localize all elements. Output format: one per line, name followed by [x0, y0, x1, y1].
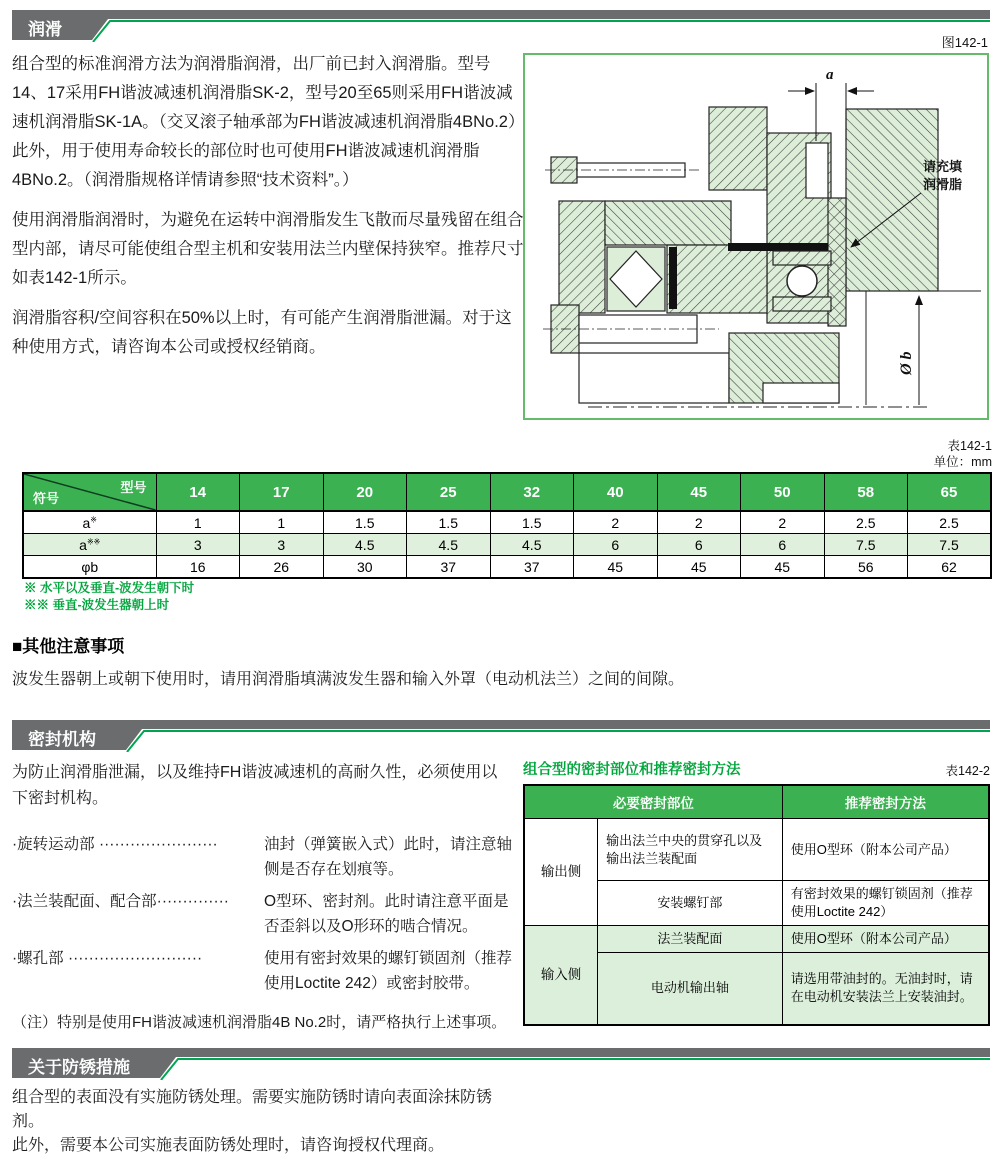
table1-col-header: 50 — [741, 473, 825, 511]
grease-note-line2: 润滑脂 — [923, 177, 963, 192]
ribbon-graphic-rust — [12, 1046, 990, 1080]
corner-label-symbol: 符号 — [33, 491, 60, 506]
table-cell: 26 — [240, 556, 324, 579]
table2-title: 组合型的密封部位和推荐密封方法 — [523, 762, 741, 778]
table-cell: 56 — [824, 556, 908, 579]
cross-section-drawing — [523, 53, 990, 421]
sealing-item-desc: 油封（弹簧嵌入式）此时，请注意轴侧是否存在划痕等。 — [264, 836, 513, 878]
table2-method: 请选用带油封的。无油封时，请在电动机安装法兰上安装油封。 — [782, 953, 989, 1025]
table-cell: 1.5 — [323, 511, 407, 534]
table-cell: 6 — [574, 534, 658, 556]
table2-header-row — [524, 785, 989, 819]
table-cell: 30 — [323, 556, 407, 579]
table1-header-row — [23, 473, 991, 511]
table2-method: 使用O型环（附本公司产品） — [782, 819, 989, 881]
sealing-item-flange — [12, 889, 522, 939]
table-142-2-block — [523, 758, 990, 1026]
other-notes-block — [12, 632, 990, 689]
dim-a-label: a — [826, 67, 834, 83]
table-cell: 62 — [908, 556, 992, 579]
table-cell: 2.5 — [908, 511, 992, 534]
table-cell: 37 — [407, 556, 491, 579]
table2-side-output: 输出侧 — [524, 819, 598, 926]
table2-part: 安装螺钉部 — [598, 881, 783, 926]
table-cell: 1.5 — [407, 511, 491, 534]
sealing-item-term: ·螺孔部 ·························· — [12, 950, 203, 967]
dim-b-label: Ø b — [898, 351, 915, 375]
sealing-intro: 为防止润滑脂泄漏，以及维持FH谐波减速机的高耐久性，必须使用以下密封机构。 — [12, 764, 498, 807]
other-notes-body: 波发生器朝上或朝下使用时，请用润滑脂填满波发生器和输入外罩（电动机法兰）之间的间隙。 — [12, 671, 685, 688]
sealing-item-screw — [12, 946, 522, 996]
ribbon-accent-line — [161, 1059, 990, 1080]
sealing-note: （注）特别是使用FH谐波减速机润滑脂4B No.2时，请严格执行上述事项。 — [12, 1014, 507, 1031]
table2-method: 有密封效果的螺钉锁固剂（推荐使用Loctite 242） — [782, 881, 989, 926]
table-cell: 1 — [156, 511, 240, 534]
lubrication-paragraph-1: 组合型的标准润滑方法为润滑脂润滑，出厂前已封入润滑脂。型号14、17采用FH谐波减速机润滑脂SK-2，型号20至65则采用FH谐波减速机润滑脂SK-1A。（交叉滚子轴承部为FH谐波减速机润滑脂4BNo.2）此外，用于使用寿命较长的部位时也可使用FH谐波减速机润滑脂4BNo.2。（润滑脂规格详情请参照“技术资料”。） — [12, 55, 517, 189]
table1-row-a1 — [23, 511, 991, 534]
rust-paragraph-1: 组合型的表面没有实施防锈处理。需要实施防锈时请向表面涂抹防锈剂。 — [12, 1089, 493, 1130]
sealing-item-desc: O型环、密封剂。此时请注意平面是否歪斜以及O形环的啮合情况。 — [264, 893, 509, 935]
table1-footnotes — [24, 580, 194, 614]
table2-header-method: 推荐密封方法 — [782, 785, 989, 819]
table-142-1 — [22, 472, 992, 579]
lubrication-text-block — [12, 50, 524, 373]
sealing-item-desc: 使用有密封效果的螺钉锁固剂（推荐使用Loctite 242）或密封胶带。 — [264, 950, 513, 992]
section-title-rust: 关于防锈措施 — [28, 1058, 130, 1077]
table1-col-header: 40 — [574, 473, 658, 511]
table-cell: 2 — [657, 511, 741, 534]
ribbon-accent-line — [127, 731, 990, 752]
table2-label: 表142-2 — [945, 764, 990, 778]
rust-paragraph-2: 此外，需要本公司实施表面防锈处理时，请咨询授权代理商。 — [12, 1137, 445, 1154]
table-cell: 2.5 — [824, 511, 908, 534]
section-title-sealing: 密封机构 — [28, 730, 96, 749]
table2-part: 输出法兰中央的贯穿孔以及输出法兰装配面 — [598, 819, 783, 881]
table1-col-header: 58 — [824, 473, 908, 511]
table2-side-input: 输入侧 — [524, 926, 598, 1025]
table1-col-header: 32 — [490, 473, 574, 511]
table2-caption — [523, 758, 990, 779]
rust-text-block — [12, 1086, 517, 1158]
table2-row — [524, 926, 989, 953]
table-cell: 1 — [240, 511, 324, 534]
row-label: a※ — [23, 511, 156, 534]
figure-label: 图142-1 — [941, 35, 988, 50]
figure-142-1 — [523, 32, 990, 421]
table-cell: 2 — [574, 511, 658, 534]
table1-col-header: 14 — [156, 473, 240, 511]
table1-row-phib — [23, 556, 991, 579]
table1-col-header: 20 — [323, 473, 407, 511]
table2-part: 电动机输出轴 — [598, 953, 783, 1025]
table-cell: 37 — [490, 556, 574, 579]
table1-col-header: 25 — [407, 473, 491, 511]
table2-method: 使用O型环（附本公司产品） — [782, 926, 989, 953]
table-cell: 4.5 — [407, 534, 491, 556]
sealing-item-term: ·旋转运动部 ······················· — [12, 836, 218, 853]
section-header-rust — [12, 1046, 990, 1080]
table2-part: 法兰装配面 — [598, 926, 783, 953]
ribbon-shape — [12, 720, 990, 750]
footnote-1: ※ 水平以及垂直-波发生朝下时 — [24, 581, 195, 595]
table1-caption — [934, 438, 992, 470]
table-cell: 2 — [741, 511, 825, 534]
footnote-2: ※※ 垂直-波发生器朝上时 — [24, 598, 170, 612]
sealing-text-block — [12, 760, 522, 1032]
table-cell: 3 — [156, 534, 240, 556]
table-cell: 45 — [741, 556, 825, 579]
row-label: a※※ — [23, 534, 156, 556]
table2-header-part: 必要密封部位 — [524, 785, 782, 819]
table-cell: 3 — [240, 534, 324, 556]
table-cell: 45 — [657, 556, 741, 579]
table-cell: 7.5 — [824, 534, 908, 556]
table1-col-header: 17 — [240, 473, 324, 511]
row-label: φb — [23, 556, 156, 579]
table1-corner-cell — [23, 473, 156, 511]
sealing-item-rotary — [12, 832, 522, 882]
table1-row-a2 — [23, 534, 991, 556]
figure-box — [523, 53, 990, 421]
table-cell: 45 — [574, 556, 658, 579]
table1-col-header: 65 — [908, 473, 992, 511]
table-cell: 16 — [156, 556, 240, 579]
table-142-2 — [523, 784, 990, 1026]
table-cell: 1.5 — [490, 511, 574, 534]
table1-col-header: 45 — [657, 473, 741, 511]
table1-label: 表142-1 — [947, 439, 992, 453]
table1-unit: 单位：mm — [933, 455, 992, 469]
table-cell: 6 — [741, 534, 825, 556]
table-cell: 6 — [657, 534, 741, 556]
lubrication-paragraph-3: 润滑脂容积/空间容积在50%以上时，有可能产生润滑脂泄漏。对于这种使用方式，请咨询本公司或授权经销商。 — [12, 309, 512, 356]
grease-note-line1: 请充填 — [923, 159, 963, 174]
other-notes-title: ■其他注意事项 — [12, 637, 125, 656]
table-cell: 4.5 — [490, 534, 574, 556]
ribbon-graphic-sealing — [12, 718, 990, 752]
ribbon-shape — [12, 1048, 990, 1078]
table2-row — [524, 819, 989, 881]
section-header-sealing — [12, 718, 990, 752]
corner-label-model: 型号 — [120, 480, 147, 495]
table-cell: 4.5 — [323, 534, 407, 556]
section-title-lubrication: 润滑 — [28, 20, 62, 39]
sealing-item-term: ·法兰装配面、配合部·············· — [12, 893, 229, 910]
lubrication-paragraph-2: 使用润滑脂润滑时，为避免在运转中润滑脂发生飞散而尽量残留在组合型内部，请尽可能使组合型主机和安装用法兰内壁保持狭窄。推荐尺寸如表142-1所示。 — [12, 211, 524, 287]
table-cell: 7.5 — [908, 534, 992, 556]
